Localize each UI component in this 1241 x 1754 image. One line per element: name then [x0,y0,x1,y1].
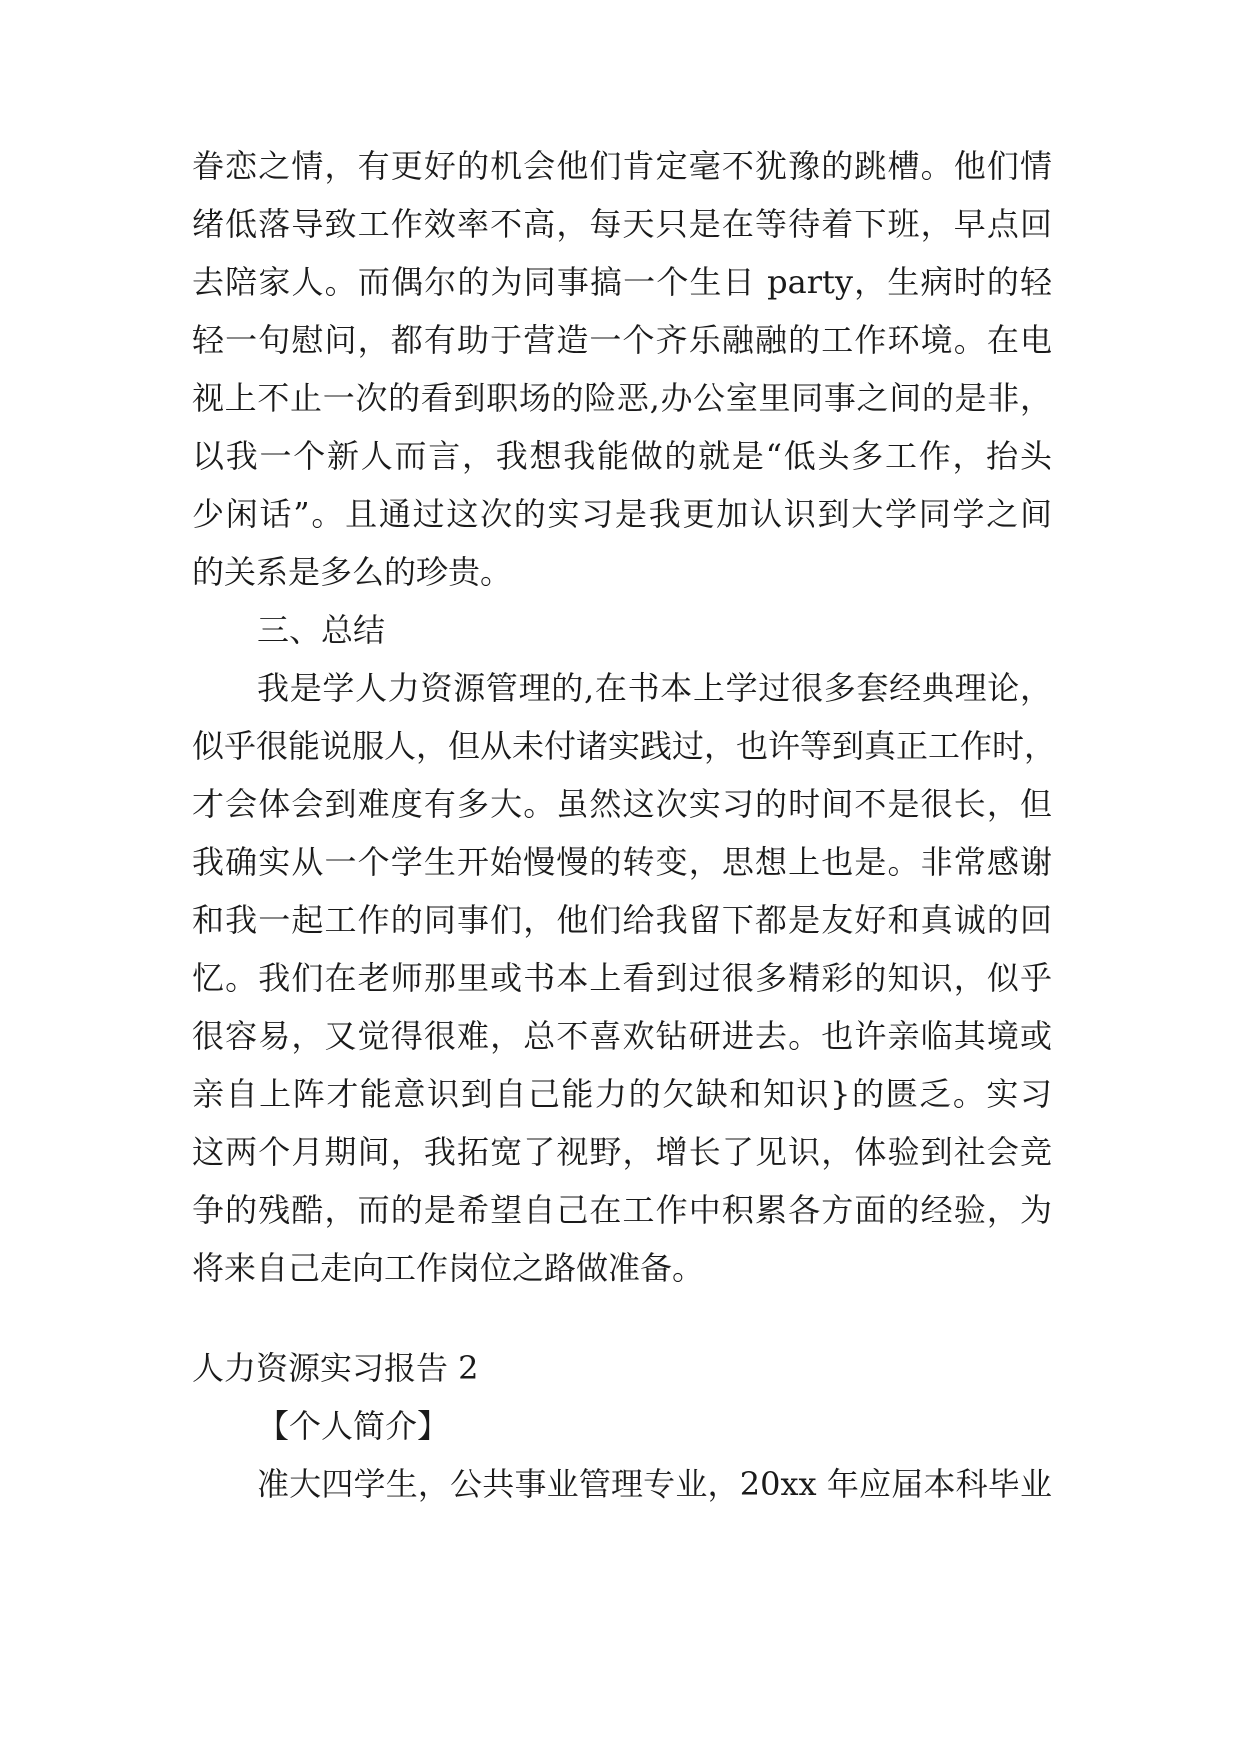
profile-heading: 【个人简介】 [257,1407,450,1445]
paragraph-1-line-7: 少闲话”。且通过这次的实习是我更加认识到大学同学之间 [192,495,1052,533]
paragraph-2-line-8: 亲自上阵才能意识到自己能力的欠缺和知识}的匮乏。实习 [192,1075,1052,1113]
paragraph-2-line-3: 才会体会到难度有多大。虽然这次实习的时间不是很长，但 [192,785,1052,823]
paragraph-3-line-1: 准大四学生，公共事业管理专业，20xx 年应届本科毕业 [257,1465,1052,1503]
paragraph-2-line-10: 争的残酷，而的是希望自己在工作中积累各方面的经验，为 [192,1191,1052,1229]
paragraph-2-line-4: 我确实从一个学生开始慢慢的转变，思想上也是。非常感谢 [192,843,1052,881]
report-title: 人力资源实习报告 2 [192,1349,479,1387]
paragraph-2-line-5: 和我一起工作的同事们，他们给我留下都是友好和真诚的回 [192,901,1052,939]
paragraph-2-line-6: 忆。我们在老师那里或书本上看到过很多精彩的知识，似乎 [192,959,1052,997]
paragraph-1-line-6: 以我一个新人而言，我想我能做的就是“低头多工作，抬头 [192,437,1052,475]
paragraph-1-line-1: 眷恋之情，有更好的机会他们肯定毫不犹豫的跳槽。他们情 [192,147,1052,185]
paragraph-1-line-2: 绪低落导致工作效率不高，每天只是在等待着下班，早点回 [192,205,1052,243]
paragraph-2-line-2: 似乎很能说服人，但从未付诸实践过，也许等到真正工作时， [192,727,1057,765]
section-heading: 三、总结 [257,611,386,649]
paragraph-2-line-1: 我是学人力资源管理的,在书本上学过很多套经典理论， [257,669,1052,707]
paragraph-2-line-11: 将来自己走向工作岗位之路做准备。 [192,1249,705,1287]
paragraph-1-line-5: 视上不止一次的看到职场的险恶,办公室里同事之间的是非， [192,379,1052,417]
paragraph-1-line-3: 去陪家人。而偶尔的为同事搞一个生日 party，生病时的轻 [192,263,1052,301]
paragraph-2-line-7: 很容易，又觉得很难，总不喜欢钻研进去。也许亲临其境或 [192,1017,1052,1055]
paragraph-1-line-8: 的关系是多么的珍贵。 [192,553,513,591]
paragraph-2-line-9: 这两个月期间，我拓宽了视野，增长了见识，体验到社会竞 [192,1133,1052,1171]
paragraph-1-line-4: 轻一句慰问，都有助于营造一个齐乐融融的工作环境。在电 [192,321,1052,359]
